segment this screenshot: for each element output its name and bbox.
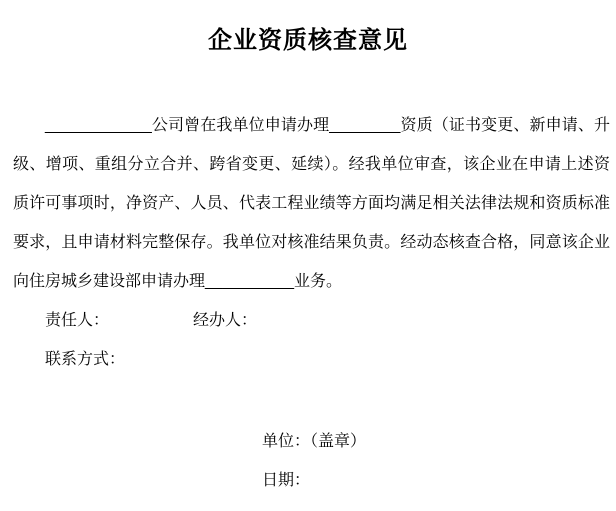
responsible-person-label: 责任人：: [45, 312, 110, 329]
paragraph-body-text: 资质（证书变更、新申请、升级、增项、重组分立合并、跨省变更、延续）。经我单位审查，该企业在申请上述资质许可事项时，净资产、人员、代表工程业绩等方面均满足相关法律法规和资质标准要求，且申请材料完整保存。我单位对核准结果负责。经动态核查合格，同意该企业向住房城乡建设部申请办理: [13, 117, 610, 290]
main-paragraph: [13, 106, 610, 301]
contact-line: [13, 340, 610, 379]
unit-seal-label: 单位：（盖章）: [262, 433, 367, 450]
date-label: 日期：: [262, 472, 311, 489]
qualification-type-blank[interactable]: ________: [329, 117, 401, 134]
document-body: [0, 106, 616, 500]
officials-line: [13, 301, 610, 340]
signature-block: [13, 422, 610, 500]
document-title: 企业资质核查意见: [208, 27, 408, 54]
paragraph-closing-text: 业务。: [294, 273, 343, 290]
company-name-blank[interactable]: ____________: [45, 117, 152, 134]
handler-person-label: 经办人：: [193, 312, 258, 329]
paragraph-text-after-company: 公司曾在我单位申请办理: [151, 117, 330, 134]
contact-label: 联系方式：: [45, 351, 126, 368]
business-type-blank[interactable]: __________: [205, 273, 294, 290]
